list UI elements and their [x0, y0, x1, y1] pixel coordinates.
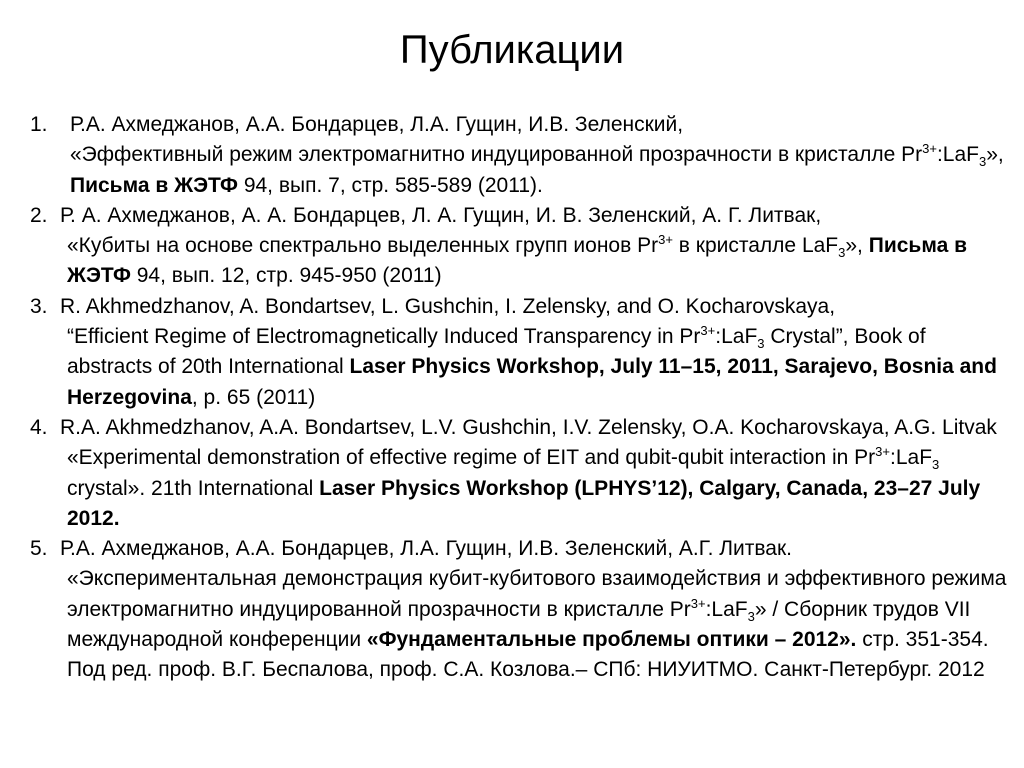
publication-title: «Эффективный режим электромагнитно индуцированной прозрачности в кристалле Pr: [70, 143, 923, 167]
publication-title: :LaF: [890, 446, 933, 470]
publication-details: 94, вып. 7, стр. 585-589 (2011).: [237, 173, 543, 197]
publication-number: 4.: [30, 415, 48, 439]
publication-title: »,: [986, 143, 1004, 167]
ion-charge: 3+: [690, 595, 706, 611]
publication-title: » / Сборник трудов VII международной конференции: [67, 597, 971, 652]
subscript: 3: [757, 336, 765, 352]
journal-name: Письма в ЖЭТФ: [70, 173, 238, 197]
publication-authors: Р.А. Ахмеджанов, А.А. Бондарцев, Л.А. Гущин, И.В. Зеленский, А.Г. Литвак.: [60, 537, 792, 561]
publication-details: 94, вып. 12, стр. 945-950 (2011): [130, 264, 442, 288]
publication-title: «Кубиты на основе спектрально выделенных групп ионов Pr: [67, 234, 659, 258]
publication-title: «Экспериментальная демонстрация кубит-кубитового взаимодействия и эффективного режима электромагнитно индуцированной прозрачности в кристалле Pr: [67, 567, 1007, 621]
publication-details: , p. 65 (2011): [191, 385, 316, 409]
publication-title: «Experimental demonstration of effective regime of EIT and qubit-qubit interaction in Pr: [67, 446, 876, 470]
subscript: 3: [838, 245, 846, 261]
publication-item: [30, 292, 1014, 413]
publication-authors: R. Akhmedzhanov, A. Bondartsev, L. Gushchin, I. Zelensky, and O. Kocharovskaya,: [60, 294, 836, 318]
publication-number: 2.: [30, 203, 48, 227]
subscript: 3: [747, 608, 755, 624]
publication-title: :LaF: [936, 143, 979, 167]
publication-authors: R.A. Akhmedzhanov, A.A. Bondartsev, L.V. Gushchin, I.V. Zelensky, O.A. Kocharovskaya, A.G. Litvak: [60, 415, 997, 439]
venue-name: Laser Physics Workshop, July 11–15, 2011, Sarajevo, Bosnia and Herzegovina: [67, 355, 997, 409]
publication-number: 3.: [30, 294, 48, 318]
publication-authors: Р.А. Ахмеджанов, А.А. Бондарцев, Л.А. Гущин, И.В. Зеленский,: [70, 113, 684, 136]
publication-title: :LaF: [705, 597, 748, 621]
publication-title: “Efficient Regime of Electromagnetically Induced Transparency in Pr: [67, 325, 701, 349]
publication-title: :LaF: [715, 325, 758, 349]
slide-title: Публикации: [399, 28, 625, 72]
publication-title: crystal». 21th International: [67, 476, 320, 500]
publication-item: [30, 534, 1014, 685]
publication-item: [30, 413, 1014, 534]
publication-authors: Р. А. Ахмеджанов, А. А. Бондарцев, Л. А. Гущин, И. В. Зеленский, А. Г. Литвак,: [60, 203, 822, 227]
publication-item: [30, 201, 1014, 292]
ion-charge: 3+: [875, 444, 890, 460]
venue-name: Laser Physics Workshop (LPHYS’12), Calgary, Canada, 23–27 July 2012.: [67, 476, 981, 530]
ion-charge: 3+: [922, 141, 937, 157]
ion-charge: 3+: [700, 323, 716, 339]
subscript: 3: [978, 154, 987, 170]
publication-list: [30, 110, 1014, 686]
publication-title: в кристалле LaF: [672, 234, 839, 258]
subscript: 3: [932, 457, 940, 473]
publication-number: 1.: [30, 113, 48, 136]
publication-title: Crystal”, Book of abstracts of 20th International: [67, 325, 926, 379]
publication-details: стр. 351-354. Под ред. проф. В.Г. Беспалова, проф. С.А. Козлова.– СПб: НИУИТМО. Санкт-Петербург. 2012: [67, 628, 989, 682]
publication-number: 5.: [30, 537, 48, 561]
publication-item: [30, 110, 1014, 201]
venue-name: «Фундаментальные проблемы оптики – 2012».: [366, 628, 857, 652]
publication-title: »,: [845, 234, 869, 258]
journal-name: Письма в ЖЭТФ: [67, 234, 968, 288]
ion-charge: 3+: [658, 232, 673, 248]
